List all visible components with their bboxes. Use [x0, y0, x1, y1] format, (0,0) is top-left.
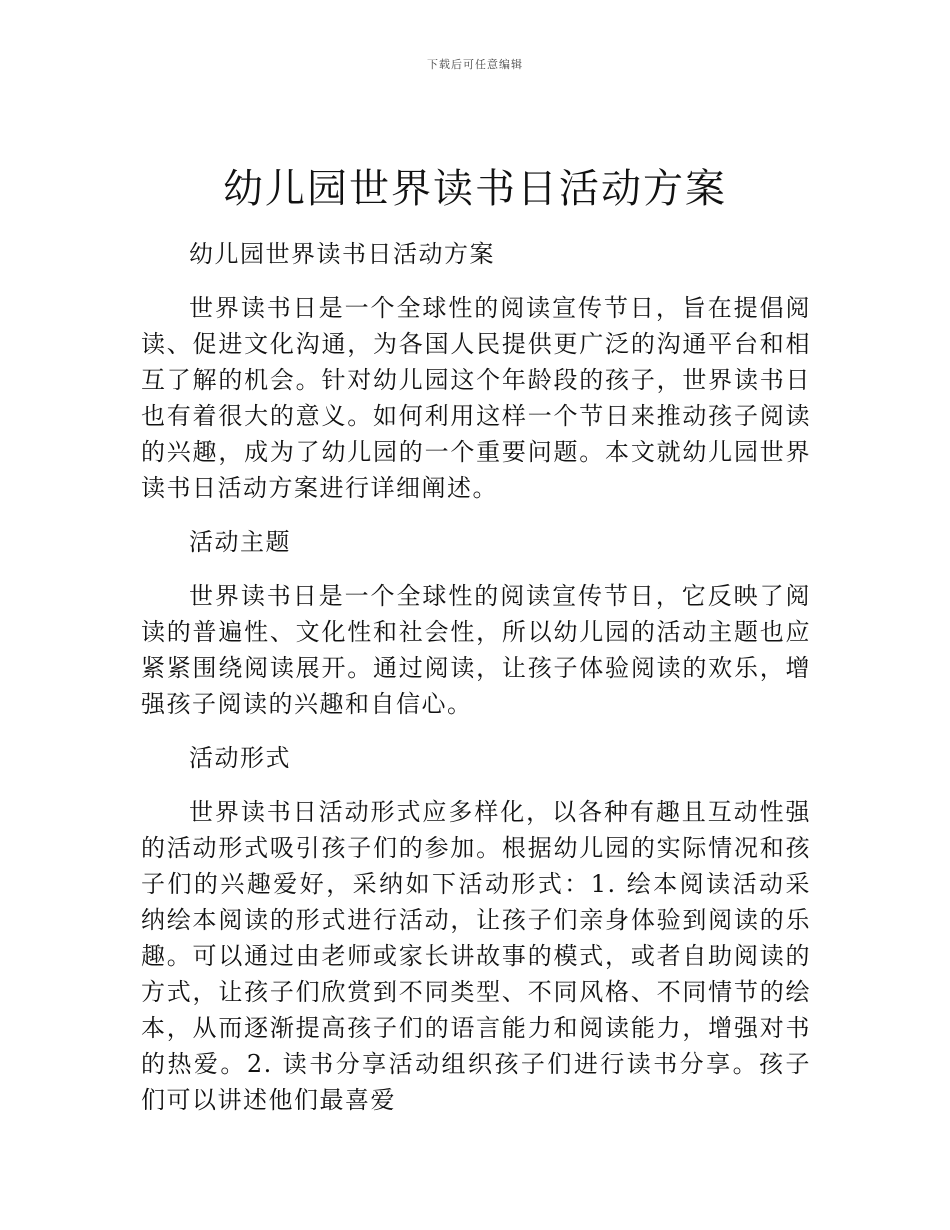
header-note: 下载后可任意编辑 — [427, 58, 523, 71]
format-paragraph: 世界读书日活动形式应多样化，以各种有趣且互动性强的活动形式吸引孩子们的参加。根据幼儿园的实际情况和孩子们的兴趣爱好，采纳如下活动形式：1. 绘本阅读活动采纳绘本阅读的形式进行活动，让孩子们亲身体验到阅读的乐趣。可以通过由老师或家长讲故事的模式，或者自助阅读的方式，让孩子们欣赏到不同类型、不同风格、不同情节的绘本，从而逐渐提高孩子们的语言能力和阅读能力，增强对书的热爱。2. 读书分享活动组织孩子们进行读书分享。孩子们可以讲述他们最喜爱 — [141, 798, 811, 1114]
subtitle-paragraph: 幼儿园世界读书日活动方案 — [189, 240, 495, 268]
intro-paragraph: 世界读书日是一个全球性的阅读宣传节日，旨在提倡阅读、促进文化沟通，为各国人民提供更广泛的沟通平台和相互了解的机会。针对幼儿园这个年龄段的孩子，世界读书日也有着很大的意义。如何利用这样一个节日来推动孩子阅读的兴趣，成为了幼儿园的一个重要问题。本文就幼儿园世界读书日活动方案进行详细阐述。 — [141, 294, 811, 502]
section-heading-theme: 活动主题 — [189, 528, 291, 556]
theme-paragraph: 世界读书日是一个全球性的阅读宣传节日，它反映了阅读的普遍性、文化性和社会性，所以幼儿园的活动主题也应紧紧围绕阅读展开。通过阅读，让孩子体验阅读的欢乐，增强孩子阅读的兴趣和自信心。 — [141, 582, 811, 718]
document-title: 幼儿园世界读书日活动方案 — [223, 166, 727, 212]
document-body — [141, 236, 811, 1136]
section-heading-format: 活动形式 — [189, 744, 291, 772]
